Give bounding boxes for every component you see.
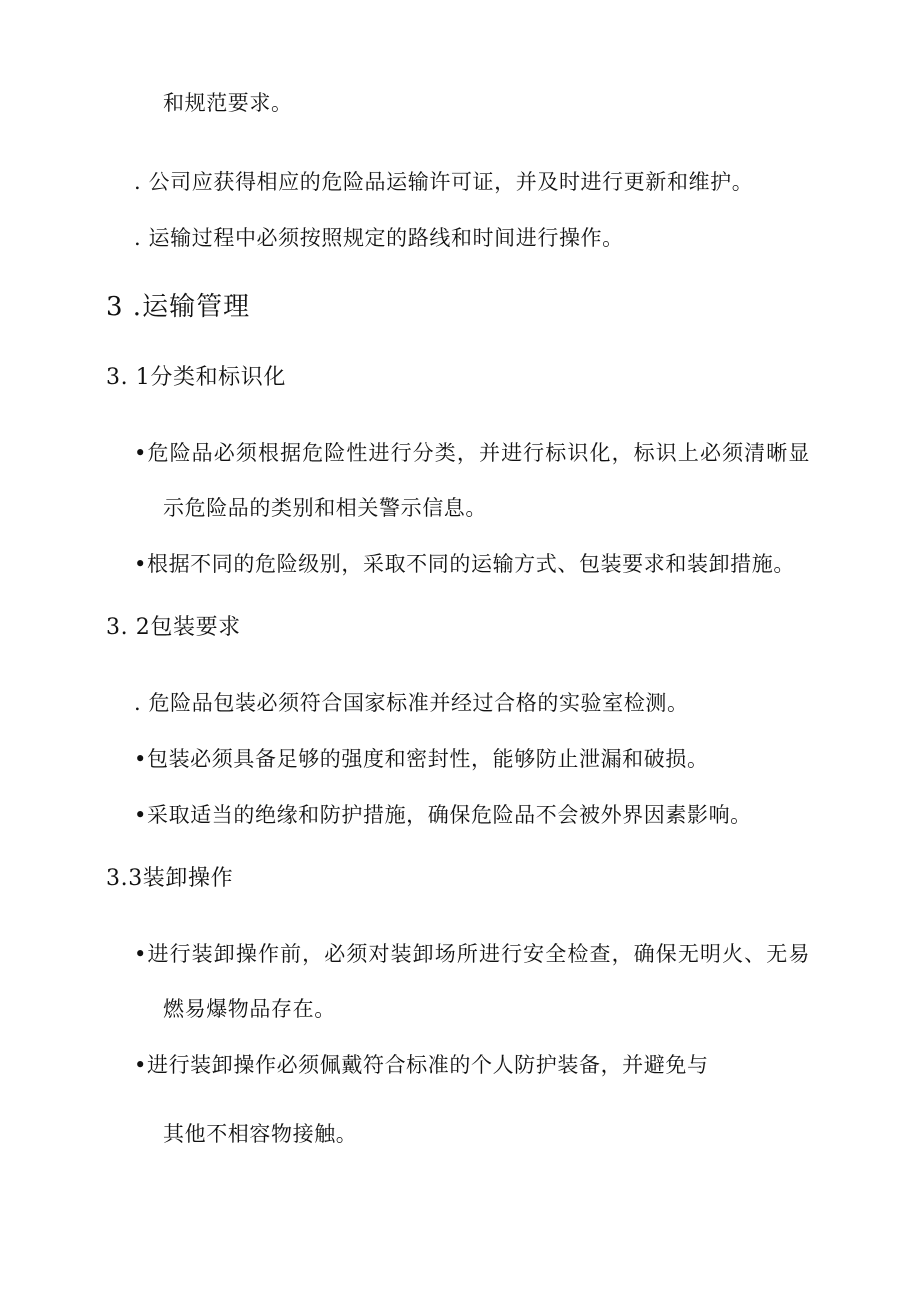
list-item-classification-cont: 示危险品的类别和相关警示信息。 [163,496,487,520]
list-item-packaging-strength: •包装必须具备足够的强度和密封性，能够防止泄漏和破损。 [134,747,709,771]
list-item-route: . 运输过程中必须按照规定的路线和时间进行操作。 [134,226,624,250]
list-item-classification: •危险品必须根据危险性进行分类，并进行标识化，标识上必须清晰显 [134,441,811,465]
paragraph-continuation: 和规范要求。 [163,91,293,115]
list-item-insulation: •采取适当的绝缘和防护措施，确保危险品不会被外界因素影响。 [134,803,752,827]
subsection-heading-packaging: 3. 2包装要求 [106,615,241,640]
list-item-loading-check-cont: 燃易爆物品存在。 [163,997,336,1021]
list-item-packaging-standard: . 危险品包装必须符合国家标准并经过合格的实验室检测。 [134,691,689,715]
list-item-transport-methods: •根据不同的危险级别，采取不同的运输方式、包装要求和装卸措施。 [134,552,795,576]
subsection-heading-classification: 3. 1分类和标识化 [106,365,286,390]
list-item-license: . 公司应获得相应的危险品运输许可证，并及时进行更新和维护。 [134,170,754,194]
section-heading: 3 .运输管理 [106,292,251,322]
list-item-loading-check: •进行装卸操作前，必须对装卸场所进行安全检查，确保无明火、无易 [134,942,811,966]
list-item-protective-gear: •进行装卸操作必须佩戴符合标准的个人防护装备，并避免与 [134,1053,709,1077]
list-item-protective-gear-cont: 其他不相容物接触。 [163,1122,358,1146]
subsection-heading-loading: 3.3装卸操作 [106,866,234,891]
